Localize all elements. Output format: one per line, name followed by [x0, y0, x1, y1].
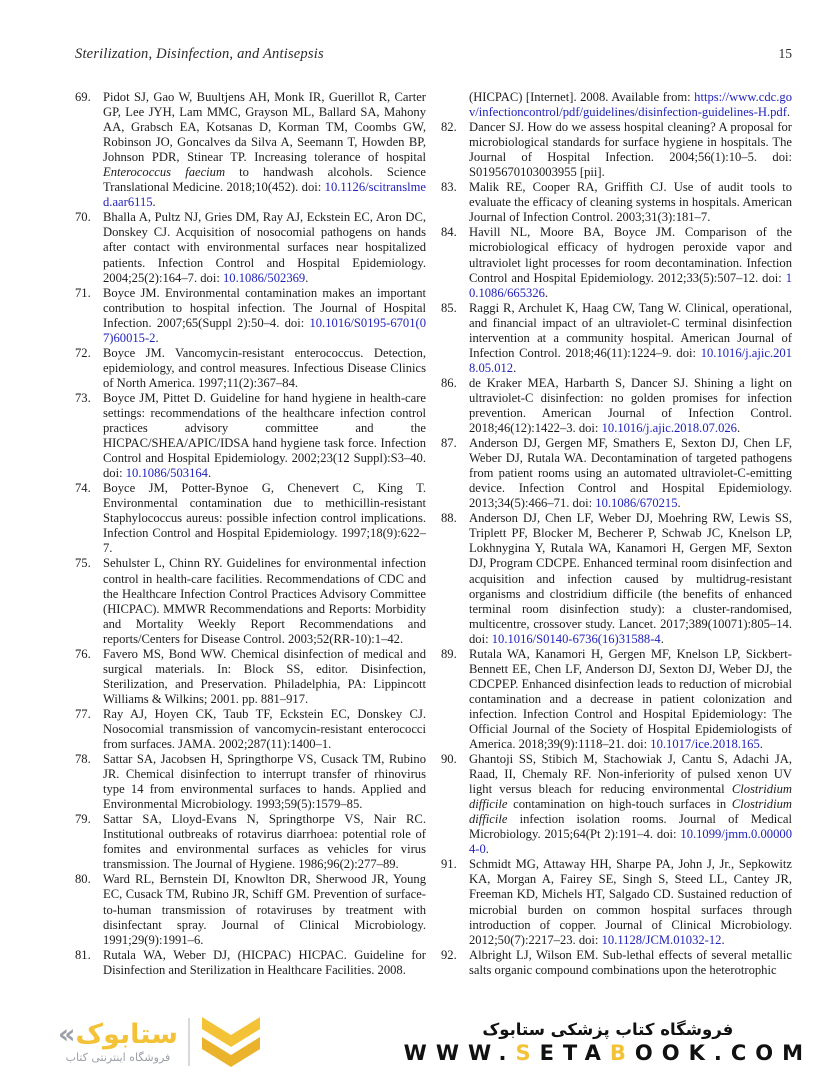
reference-item: [441, 436, 792, 511]
species-name: Clostridium difficile: [469, 797, 792, 827]
reference-text: Sattar SA, Lloyd-Evans N, Springthorpe VS, Nair RC. Institutional outbreaks of rotavirus diarrhoea: potential role of fomites and environmental surfaces as vehicles for virus transmission. The Journal of Hygiene. 1986;96(2):277–89.: [103, 812, 426, 872]
reference-item: [75, 391, 426, 481]
url-segment: B: [609, 1040, 635, 1065]
reference-text: Malik RE, Cooper RA, Griffith CJ. Use of audit tools to evaluate the efficacy of cleaning systems in hospitals. American Journal of Infection Control. 2003;31(3):181–7.: [469, 180, 792, 225]
reference-item: [441, 180, 792, 225]
reference-number: [441, 90, 469, 120]
reference-text: Ghantoji SS, Stibich M, Stachowiak J, Cantu S, Adachi JA, Raad, II, Chemaly RF. Non-inferiority of pulsed xenon UV light versus bleach for reducing environmental Clostridium difficile contamination on high-touch surfaces in Clostridium difficile infection isolation rooms. Journal of Medical Microbiology. 2015;64(Pt 2):191–4. doi: 10.1099/jmm.0.000004-0.: [469, 752, 792, 857]
reference-text: Havill NL, Moore BA, Boyce JM. Comparison of the microbiological efficacy of hydrogen peroxide vapor and ultraviolet light processes for room decontamination. Infection Control and Hospital Epidemiology. 2012;33(5):507–12. doi: 10.1086/665326.: [469, 225, 792, 300]
doi-link[interactable]: 10.1016/j.ajic.2018.05.012: [469, 345, 792, 375]
reference-item: [441, 120, 792, 180]
reference-item: [75, 286, 426, 346]
reference-number: 89.: [441, 646, 457, 661]
reference-text: Rutala WA, Weber DJ, (HICPAC) HICPAC. Guideline for Disinfection and Sterilization in Healthcare Facilities. 2008.: [103, 947, 426, 977]
reference-number: 74.: [75, 481, 91, 496]
setabook-logo[interactable]: [58, 1015, 262, 1069]
reference-item: [75, 556, 426, 646]
reference-text: Raggi R, Archulet K, Haag CW, Tang W. Clinical, operational, and financial impact of an ultraviolet-C terminal disinfection intervention at a community hospital. American Journal of Infection Control. 2018;46(11):1224–9. doi: 10.1016/j.ajic.2018.05.012.: [469, 300, 792, 375]
reference-number: 85.: [441, 300, 457, 315]
reference-item: [441, 752, 792, 857]
reference-item: [441, 90, 792, 120]
running-title: Sterilization, Disinfection, and Antisepsis: [75, 46, 324, 62]
footer-right: [404, 1020, 812, 1065]
reference-item: [441, 647, 792, 752]
reference-text: Ward RL, Bernstein DI, Knowlton DR, Sherwood JR, Young EC, Cusack TM, Rubino JR, Schiff GM. Prevention of surface-to-human transmission of rotaviruses by treatment with disinfectant spray. Journal of Clinical Microbiology. 1991;29(9):1991–6.: [103, 872, 426, 947]
reference-text: Ray AJ, Hoyen CK, Taub TF, Eckstein EC, Donskey CJ. Nosocomial transmission of vancomycin-resistant enterococci from surfaces. JAMA. 2002;287(11):1400–1.: [103, 706, 426, 752]
reference-item: [75, 948, 426, 978]
reference-number: 90.: [441, 752, 457, 767]
species-name: Clostridium difficile: [469, 782, 792, 812]
reference-text: de Kraker MEA, Harbarth S, Dancer SJ. Shining a light on ultraviolet-C disinfection: no golden promises for infection prevention. American Journal of Infection Control. 2018;46(12):1422–3. doi: 10.1016/j.ajic.2018.07.026.: [469, 375, 792, 436]
reference-number: 81.: [75, 947, 91, 962]
page-header: [75, 46, 792, 63]
reference-item: [441, 376, 792, 436]
footer-banner: [0, 1010, 834, 1080]
doi-link[interactable]: 10.1017/ice.2018.165: [650, 737, 760, 752]
reference-item: [75, 752, 426, 812]
reference-text: Dancer SJ. How do we assess hospital cleaning? A proposal for microbiological standards for surface hygiene in hospitals. The Journal of Hospital Infection. 2004;56(1):10–5. doi: S0195670103003955 [pii].: [469, 120, 792, 180]
species-name: Enterococcus faecium: [103, 165, 226, 180]
website-url[interactable]: [404, 1041, 812, 1065]
reference-number: 79.: [75, 812, 91, 827]
doi-link[interactable]: 10.1099/jmm.0.000004-0: [469, 827, 792, 857]
reference-number: 69.: [75, 90, 91, 104]
reference-item: [75, 812, 426, 872]
reference-text: Boyce JM, Pittet D. Guideline for hand hygiene in health-care settings: recommendations of the healthcare infection control practices advisory committee and the HICPAC/SHEA/APIC/IDSA hand hygiene task force. Infection Control and Hospital Epidemiology. 2002;23(12 Suppl):S3–40. doi: 10.1086/503164.: [103, 390, 426, 481]
reference-item: [441, 857, 792, 947]
doi-link[interactable]: 10.1016/S0140-6736(16)31588-4: [491, 631, 661, 646]
doi-link[interactable]: https://www.cdc.gov/infectioncontrol/pdf/guidelines/disinfection-guidelines-H.pdf: [469, 90, 792, 120]
reference-number: 77.: [75, 706, 91, 721]
reference-text: Schmidt MG, Attaway HH, Sharpe PA, John J, Jr., Sepkowitz KA, Morgan A, Fairey SE, Singh S, Steed LL, Cantey JR, Freeman KD, Michels HT, Salgado CD. Sustained reduction of microbial burden on common hospital surfaces through introduction of copper. Journal of Clinical Microbiology. 2012;50(7):2217–23. doi: 10.1128/JCM.01032-12.: [469, 857, 792, 947]
logo-wordmark-text: ستابوک: [75, 1018, 178, 1050]
reference-number: 76.: [75, 646, 91, 661]
reference-item: [75, 707, 426, 752]
reference-item: [441, 511, 792, 646]
reference-number: 80.: [75, 872, 91, 887]
reference-number: 72.: [75, 345, 91, 360]
reference-number: 70.: [75, 210, 91, 225]
reference-number: 73.: [75, 390, 91, 405]
logo-wordmark: [58, 1018, 178, 1050]
reference-text: Sehulster L, Chinn RY. Guidelines for environmental infection control in health-care facilities. Recommendations of CDC and the Healthcare Infection Control Practices Advisory Committee (HICPAC). MMWR Recommendations and Reports: Morbidity and Mortality Weekly Report Recommendations and reports/Centers for Disease Control. 2003;52(RR-10):1–42.: [103, 556, 426, 646]
reference-number: 88.: [441, 511, 457, 526]
doi-link[interactable]: 10.1126/scitranslmed.aar6115: [103, 180, 426, 210]
reference-columns: [75, 90, 792, 1004]
reference-text: Boyce JM, Potter-Bynoe G, Chenevert C, King T. Environmental contamination due to methicillin-resistant Staphylococcus aureus: possible infection control implications. Infection Control and Hospital Epidemiology. 1997;18(9):622–7.: [103, 481, 426, 556]
reference-item: [75, 872, 426, 947]
logo-tagline: فروشگاه اینترنتی کتاب: [65, 1050, 171, 1064]
doi-link[interactable]: 10.1086/503164: [125, 466, 208, 481]
doi-link[interactable]: 10.1128/JCM.01032-12: [601, 932, 722, 947]
doi-link[interactable]: 10.1086/665326: [469, 270, 792, 300]
reference-item: [75, 210, 426, 285]
doi-link[interactable]: 10.1016/S0195-6701(07)60015-2: [103, 315, 426, 345]
reference-text: Albright LJ, Wilson EM. Sub-lethal effects of several metallic salts organic compound combinations upon the heterotrophic: [469, 947, 792, 977]
reference-number: 71.: [75, 285, 91, 300]
reference-text: Favero MS, Bond WW. Chemical disinfection of medical and surgical materials. In: Block SS, editor. Disinfection, Sterilization, and Preservation. Philadelphia, PA: Lippincott Williams & Wilkins; 2001. pp. 881–917.: [103, 646, 426, 706]
reference-text: Boyce JM. Vancomycin-resistant enterococcus. Detection, epidemiology, and control measures. Infectious Disease Clinics of North America. 1997;11(2):367–84.: [103, 345, 426, 390]
reference-number: 91.: [441, 857, 457, 872]
logo-chevron-mark: «: [58, 1018, 76, 1050]
reference-number: 86.: [441, 375, 457, 390]
reference-item: [441, 301, 792, 376]
reference-text: Pidot SJ, Gao W, Buultjens AH, Monk IR, Guerillot R, Carter GP, Lee JYH, Lam MMC, Grayson ML, Ballard SA, Mahony AA, Grabsch EA, Kotsanas D, Korman TM, Coombs GW, Robinson JO, Goncalves da Silva A, Seemann T, Howden BP, Johnson PDR, Stinear TP. Increasing tolerance of hospital Enterococcus faecium to handwash alcohols. Science Translational Medicine. 2018;10(452). doi: 10.1126/scitranslmed.aar6115.: [103, 90, 426, 210]
left-column: [75, 90, 426, 1004]
reference-number: 92.: [441, 947, 457, 962]
reference-text: (HICPAC) [Internet]. 2008. Available from: https://www.cdc.gov/infectioncontrol/pdf/guidelines/disinfection-guidelines-H.pdf.: [469, 90, 792, 120]
reference-item: [441, 948, 792, 978]
url-segment: OOK.COM: [634, 1040, 812, 1065]
url-segment: S: [515, 1040, 540, 1065]
doi-link[interactable]: 10.1016/j.ajic.2018.07.026: [601, 421, 737, 436]
reference-text: Sattar SA, Jacobsen H, Springthorpe VS, Cusack TM, Rubino JR. Chemical disinfection to interrupt transfer of rhinovirus type 14 from environmental surfaces to hands. Applied and Environmental Microbiology. 1993;59(5):1579–85.: [103, 752, 426, 812]
reference-text: Anderson DJ, Gergen MF, Smathers E, Sexton DJ, Chen LF, Weber DJ, Rutala WA. Decontamination of targeted pathogens from patient rooms using an automated ultraviolet-C-emitting device. Infection Control and Hospital Epidemiology. 2013;34(5):466–71. doi: 10.1086/670215.: [469, 436, 792, 511]
url-segment: WWW.: [403, 1040, 516, 1065]
url-segment: ETA: [539, 1040, 610, 1065]
reference-number: 75.: [75, 556, 91, 571]
reference-item: [75, 481, 426, 556]
reference-item: [75, 90, 426, 210]
logo-divider: [188, 1018, 190, 1066]
logo-text-block: [58, 1018, 178, 1064]
store-title: فروشگاه کتاب پزشکی ستابوک: [482, 1019, 734, 1039]
right-column: [441, 90, 792, 1004]
reference-number: 84.: [441, 225, 457, 240]
reference-text: Anderson DJ, Chen LF, Weber DJ, Moehring RW, Lewis SS, Triplett PF, Blocker M, Becherer P, Schwab JC, Knelson LP, Lokhnygina Y, Rutala WA, Kanamori H, Gergen MF, Sexton DJ, Program CDCPE. Enhanced terminal room disinfection and acquisition and infection caused by multidrug-resistant organisms and clostridium difficile (the benefits of enhanced terminal room disinfection study): a cluster-randomised, multicentre, crossover study. Lancet. 2017;389(10071):805–14. doi: 10.1016/S0140-6736(16)31588-4.: [469, 511, 792, 646]
reference-number: 87.: [441, 436, 457, 451]
reference-number: 78.: [75, 752, 91, 767]
reference-number: 83.: [441, 180, 457, 195]
reference-text: Boyce JM. Environmental contamination makes an important contribution to hospital infection. The Journal of Hospital Infection. 2007;65(Suppl 2):50–4. doi: 10.1016/S0195-6701(07)60015-2.: [103, 285, 426, 345]
doi-link[interactable]: 10.1086/502369: [223, 270, 306, 285]
doi-link[interactable]: 10.1086/670215: [595, 496, 678, 511]
logo-emblem-icon: [200, 1015, 262, 1069]
reference-item: [441, 225, 792, 300]
reference-item: [75, 346, 426, 391]
reference-text: Rutala WA, Kanamori H, Gergen MF, Knelson LP, Sickbert-Bennett EE, Chen LF, Anderson DJ, Sexton DJ, Weber DJ, the CDCPEP. Enhanced disinfection leads to reduction of microbial contamination and a decrease in patient colonization and infection. Infection Control and Hospital Epidemiology: The Official Journal of the Society of Hospital Epidemiologists of America. 2018;39(9):1118–21. doi: 10.1017/ice.2018.165.: [469, 646, 792, 752]
reference-item: [75, 647, 426, 707]
reference-text: Bhalla A, Pultz NJ, Gries DM, Ray AJ, Eckstein EC, Aron DC, Donskey CJ. Acquisition of nosocomial pathogens on hands after contact with environmental surfaces near hospitalized patients. Infection Control and Hospital Epidemiology. 2004;25(2):164–7. doi: 10.1086/502369.: [103, 210, 426, 285]
page-number: 15: [778, 46, 792, 61]
reference-number: 82.: [441, 120, 457, 135]
